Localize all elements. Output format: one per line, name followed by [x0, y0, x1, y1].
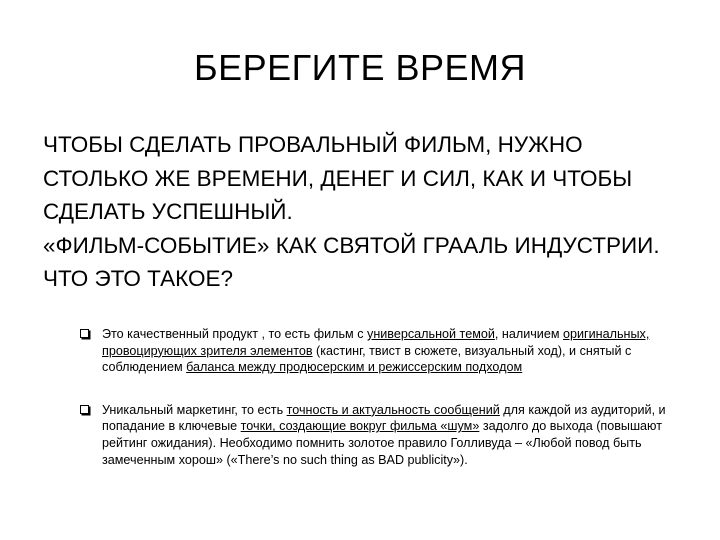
text-segment: для каждой из аудиторий, и попадание в ключевые: [102, 402, 666, 434]
underlined-phrase: оригинальных, провоцирующих зрителя элементов: [102, 327, 650, 358]
bullet-text: [102, 403, 666, 467]
paragraph: «ФИЛЬМ-СОБЫТИЕ» КАК СВЯТОЙ ГРААЛЬ ИНДУСТРИИ. ЧТО ЭТО ТАКОЕ?: [43, 232, 660, 291]
checkbox-bullet-icon: [80, 329, 89, 338]
bullet-item: [78, 326, 688, 376]
bullet-item: [78, 402, 688, 468]
underlined-phrase: баланса между продюсерским и режиссерским подходом: [186, 360, 523, 375]
text-segment: Это качественный продукт , то есть фильм с: [102, 327, 368, 341]
underlined-phrase: точки, создающие вокруг фильма «шум»: [240, 419, 480, 434]
text-segment: (кастинг, твист в сюжете, визуальный ход), и снятый с соблюдением: [102, 343, 632, 375]
underlined-phrase: точность и актуальность сообщений: [286, 402, 500, 417]
bullet-text: [102, 327, 649, 374]
checkbox-bullet-icon: [80, 405, 89, 414]
bullet-list: [78, 326, 688, 494]
text-segment: Уникальный маркетинг, то есть: [102, 402, 287, 417]
text-segment: задолго до выхода (повышают рейтинг ожидания). Необходимо помнить золотое правило Голливуда – «Любой повод быть замеченным хорош» («There’s no such thing as BAD publicity»).: [102, 419, 662, 467]
underlined-phrase: универсальной темой: [367, 327, 495, 341]
slide-title: БЕРЕГИТЕ ВРЕМЯ: [193, 47, 527, 88]
text-segment: , наличием: [494, 327, 563, 341]
paragraph: ЧТОБЫ СДЕЛАТЬ ПРОВАЛЬНЫЙ ФИЛЬМ, НУЖНО СТОЛЬКО ЖЕ ВРЕМЕНИ, ДЕНЕГ И СИЛ, КАК И ЧТОБЫ СДЕЛАТЬ УСПЕШНЫЙ.: [43, 132, 633, 224]
slide-body: [43, 128, 693, 296]
